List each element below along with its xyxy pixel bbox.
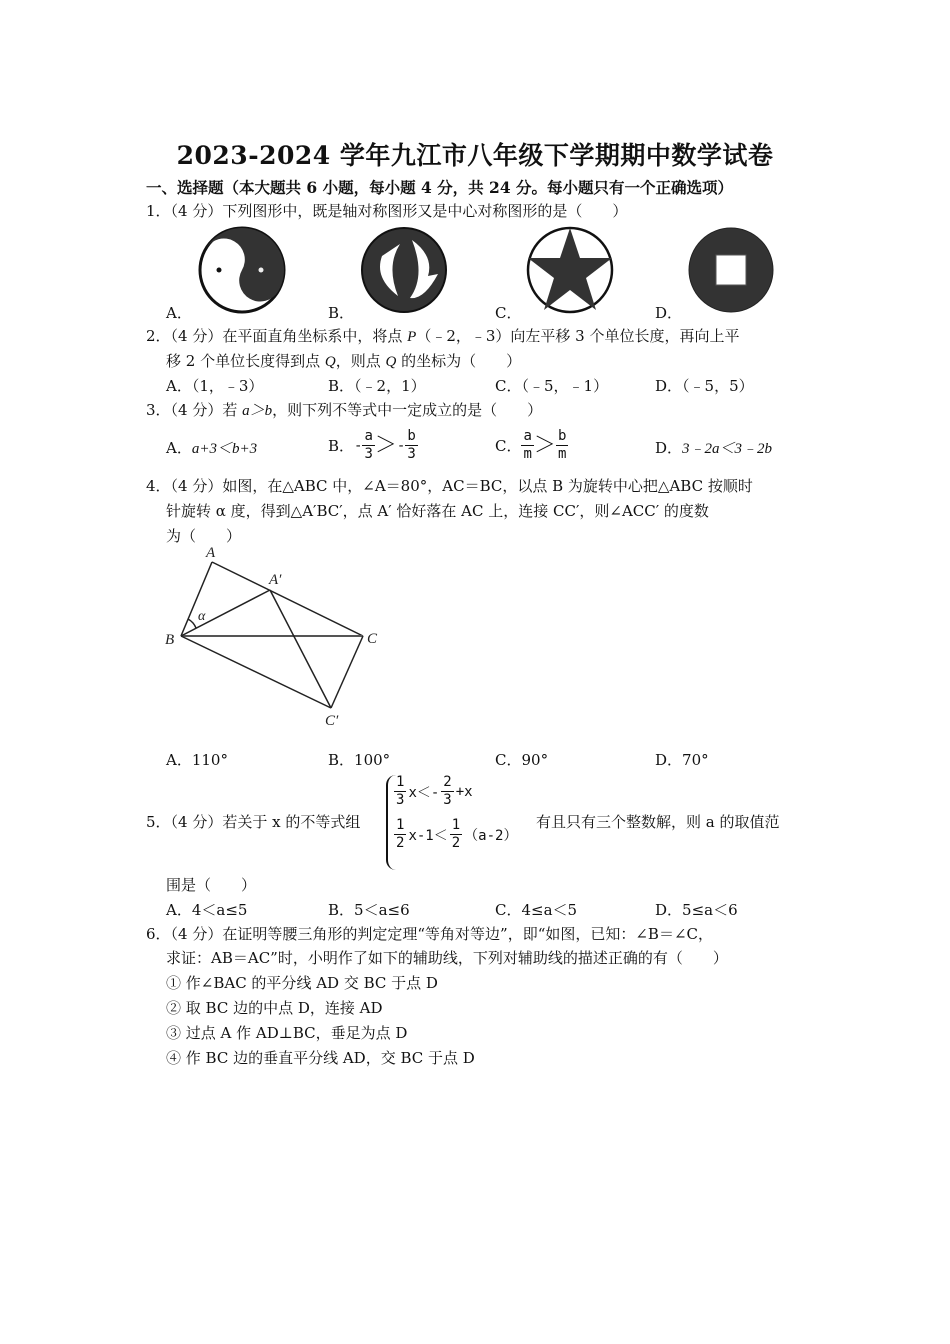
question-3 <box>146 400 542 421</box>
yin-yang-icon <box>198 226 286 314</box>
question-score: （4 分） <box>170 202 223 220</box>
q2-option-b: B．（﹣2，1） <box>328 377 426 395</box>
point-p: P <box>407 329 417 345</box>
q6-item-3: ③ 过点 A 作 AD⊥BC，垂足为点 D <box>166 1024 408 1042</box>
question-score: （4 分） <box>170 477 223 495</box>
q1-option-c: C． <box>495 304 522 322</box>
question-4-line-3: 为（ ） <box>166 527 242 545</box>
question-5 <box>146 812 360 832</box>
math-expression: x＜- <box>408 784 440 801</box>
q4-option-a: A．110° <box>166 751 228 769</box>
point-q: Q <box>385 354 397 370</box>
question-text: 在平面直角坐标系中，将点 <box>222 327 408 345</box>
denominator: 2 <box>396 835 405 851</box>
denominator: 3 <box>364 446 373 462</box>
question-score: （4 分） <box>170 925 223 943</box>
q4-option-b: B．100° <box>328 751 391 769</box>
question-text: （﹣2，﹣3）向左平移 3 个单位长度，再向上平 <box>416 327 740 345</box>
denominator: m <box>557 446 567 462</box>
fraction <box>521 428 533 463</box>
rotated-triangle-diagram <box>155 540 405 730</box>
coin-square-hole-icon <box>687 226 775 314</box>
q3-option-a <box>166 438 257 459</box>
q6-item-1: ① 作∠BAC 的平分线 AD 交 BC 于点 D <box>166 974 438 992</box>
question-number: 4． <box>146 477 171 495</box>
numerator: a <box>364 428 373 444</box>
q4-option-d: D．70° <box>655 751 709 769</box>
label-b: B <box>165 632 175 648</box>
question-6 <box>146 924 713 944</box>
operator: ＞ <box>533 432 556 458</box>
question-2-line-2 <box>166 351 521 372</box>
page-title: 2023-2024 学年九江市八年级下学期期中数学试卷 <box>176 141 774 170</box>
denominator: 3 <box>396 792 405 808</box>
minus-sign: - <box>396 437 406 454</box>
question-number: 1． <box>146 202 171 220</box>
star-in-circle-icon <box>526 226 614 314</box>
question-text: 如图，在△ABC 中，∠A＝80°，AC＝BC，以点 B 为旋转中心把△ABC 按顺时 <box>222 477 753 495</box>
numerator: 1 <box>451 817 461 833</box>
denominator: 2 <box>451 835 461 851</box>
question-score: （4 分） <box>170 813 223 831</box>
question-score: （4 分） <box>170 327 223 345</box>
numerator: a <box>523 428 532 444</box>
option-label: C． <box>495 436 522 455</box>
question-number: 5． <box>146 813 171 831</box>
q3-option-b <box>328 428 418 463</box>
q6-item-2: ② 取 BC 边的中点 D，连接 AD <box>166 999 383 1017</box>
denominator: 3 <box>443 792 452 808</box>
question-6-line-2: 求证：AB＝AC”时，小明作了如下的辅助线，下列对辅助线的描述正确的有（ ） <box>166 949 728 967</box>
q1-option-d: D． <box>655 304 683 322</box>
numerator: 2 <box>443 774 452 790</box>
numerator: b <box>407 428 416 444</box>
q5-option-a: A．4＜a≤5 <box>166 901 248 919</box>
label-a-prime: A′ <box>269 572 282 588</box>
math-expression: x-1＜ <box>408 827 448 844</box>
question-score: （4 分） <box>170 401 223 419</box>
label-a: A <box>206 545 216 561</box>
question-number: 2． <box>146 327 171 345</box>
question-2 <box>146 326 739 347</box>
denominator: m <box>523 446 532 462</box>
q2-option-d: D．（﹣5，5） <box>655 377 754 395</box>
q2-option-a: A．（1，﹣3） <box>166 377 264 395</box>
math-expression: 3﹣2a＜3﹣2b <box>682 441 773 457</box>
option-label: A． <box>166 439 192 457</box>
numerator: 1 <box>396 817 405 833</box>
q5-option-d: D．5≤a＜6 <box>655 901 738 919</box>
numerator: 1 <box>396 774 405 790</box>
question-text: ，则下列不等式中一定成立的是（ ） <box>272 401 543 419</box>
label-alpha: α <box>198 609 206 624</box>
q4-option-c: C．90° <box>495 751 549 769</box>
denominator: 3 <box>407 446 416 462</box>
fraction <box>556 428 568 463</box>
fraction <box>394 817 406 852</box>
q6-item-4: ④ 作 BC 边的垂直平分线 AD，交 BC 于点 D <box>166 1049 475 1067</box>
math-expression: a＞b <box>242 403 273 419</box>
inequality-row-2 <box>394 817 517 852</box>
question-1 <box>146 201 627 221</box>
question-text: 的坐标为（ ） <box>396 352 522 370</box>
q3-option-d <box>655 438 772 459</box>
question-text: ，则点 <box>335 352 386 370</box>
fraction <box>394 774 406 809</box>
label-c-prime: C′ <box>325 713 339 729</box>
math-expression: +x <box>455 783 473 800</box>
option-label: B． <box>328 436 355 455</box>
question-text: 下列图形中，既是轴对称图形又是中心对称图形的是（ ） <box>222 202 628 220</box>
question-4 <box>146 476 753 496</box>
q1-option-b: B． <box>328 304 355 322</box>
numerator: b <box>557 428 567 444</box>
question-5-tail: 有且只有三个整数解，则 a 的取值范 <box>536 813 780 831</box>
minus-sign: - <box>354 437 363 454</box>
label-c: C <box>367 631 378 647</box>
option-label: D． <box>655 439 683 457</box>
math-expression: （a-2） <box>464 827 518 844</box>
two-crescents-icon <box>360 226 448 314</box>
q5-option-b: B．5＜a≤6 <box>328 901 410 919</box>
q5-option-c: C．4≤a＜5 <box>495 901 578 919</box>
fraction <box>362 428 374 463</box>
question-4-line-2: 针旋转 α 度，得到△A′BC′，点 A′ 恰好落在 AC 上，连接 CC′，则∠ACC′ 的度数 <box>166 502 709 520</box>
question-text: 在证明等腰三角形的判定定理“等角对等边”，即“如图，已知：∠B＝∠C， <box>222 925 714 943</box>
inequality-system <box>394 774 517 852</box>
point-q: Q <box>324 354 336 370</box>
question-number: 6． <box>146 925 171 943</box>
inequality-row-1 <box>394 774 517 809</box>
section-heading: 一、选择题（本大题共 6 小题，每小题 4 分，共 24 分。每小题只有一个正确选项） <box>146 178 734 197</box>
question-5-line-2: 围是（ ） <box>166 876 257 894</box>
question-text: 若关于 x 的不等式组 <box>222 813 361 831</box>
q3-option-c <box>495 428 568 463</box>
q2-option-c: C．（﹣5，﹣1） <box>495 377 609 395</box>
question-text: 若 <box>222 401 243 419</box>
question-text: 移 2 个单位长度得到点 <box>166 352 325 370</box>
fraction <box>405 428 417 463</box>
question-number: 3． <box>146 401 171 419</box>
math-expression: a+3＜b+3 <box>191 441 258 457</box>
fraction <box>450 817 462 852</box>
fraction <box>441 774 453 809</box>
q1-option-a: A． <box>166 304 192 322</box>
operator: ＞ <box>374 432 397 458</box>
